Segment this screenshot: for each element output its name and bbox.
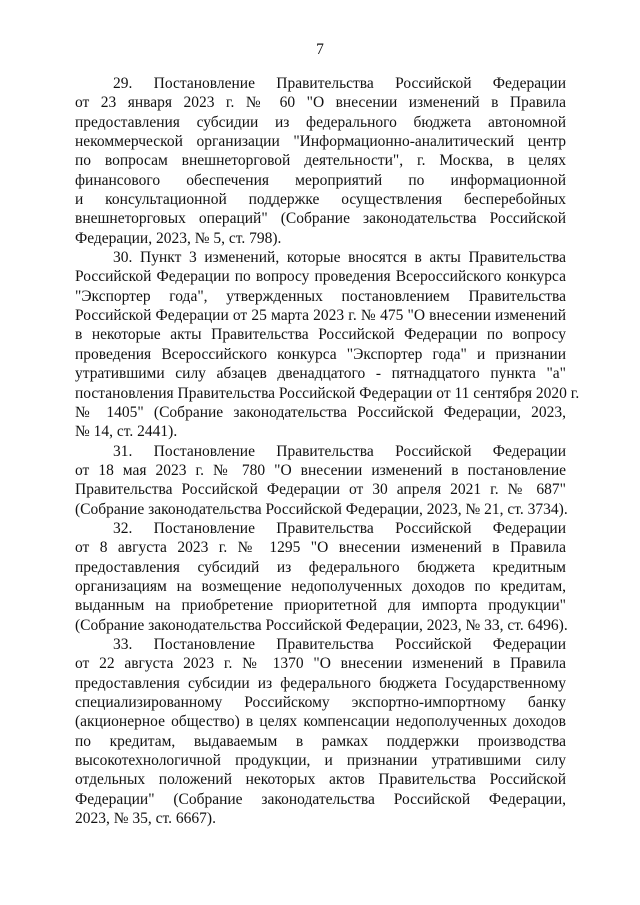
text-line: Федерации" (Собрание законодательства Российской Федерации, [75, 790, 566, 808]
text-line: по вопросам внешнеторговой деятельности", г. Москва, в целях [75, 152, 566, 170]
text-line: (Собрание законодательства Российской Федерации, 2023, № 21, ст. 3734). [75, 500, 568, 518]
page-number: 7 [316, 41, 324, 58]
text-line: от 22 августа 2023 г. № 1370 "О внесении изменений в Правила [75, 655, 566, 673]
list-item-paragraph [75, 74, 566, 248]
text-line: № 1405" (Собрание законодательства Российской Федерации, 2023, [75, 403, 566, 421]
text-line: предоставления субсидий из федерального бюджета кредитным [75, 558, 566, 576]
text-line: (Собрание законодательства Российской Федерации, 2023, № 33, ст. 6496). [75, 616, 568, 634]
text-line: внешнеторговых операций" (Собрание законодательства Российской [75, 210, 566, 228]
text-line: предоставления субсидии из федерального бюджета Государственному [75, 674, 566, 692]
text-line: финансового обеспечения мероприятий по информационной [75, 171, 566, 189]
list-item-paragraph [75, 248, 580, 441]
text-line: выданным на приобретение приоритетной для импорта продукции" [75, 597, 566, 615]
text-line: 32. Постановление Правительства Российской Федерации [113, 519, 566, 537]
text-line: специализированному Российскому экспортно-импортному банку [75, 694, 566, 711]
text-line: "Экспортер года", утвержденных постановлением Правительства [75, 287, 566, 305]
text-line: 29. Постановление Правительства Российской Федерации [113, 75, 566, 92]
text-line: 30. Пункт 3 изменений, которые вносятся в акты Правительства [113, 249, 566, 267]
text-line: от 8 августа 2023 г. № 1295 "О внесении изменений в Правила [75, 539, 566, 557]
text-line: Российской Федерации от 25 марта 2023 г. № 475 "О внесении изменений [75, 307, 566, 325]
text-line: отдельных положений некоторых актов Правительства Российской [75, 771, 566, 789]
list-item-paragraph [75, 519, 566, 635]
list-item-paragraph [75, 442, 566, 519]
text-line: высокотехнологичной продукции, и признании утратившими силу [75, 752, 566, 770]
text-line: от 23 января 2023 г. № 60 "О внесении изменений в Правила [75, 94, 566, 112]
text-line: 33. Постановление Правительства Российской Федерации [113, 635, 566, 653]
document-body [75, 74, 580, 828]
text-line: утратившими силу абзацев двенадцатого - пятнадцатого пункта "а" [75, 365, 566, 383]
text-line: и консультационной поддержке осуществления бесперебойных [75, 191, 566, 209]
text-line: 31. Постановление Правительства Российской Федерации [113, 442, 566, 460]
text-line: № 14, ст. 2441). [75, 423, 178, 441]
text-line: по кредитам, выдаваемым в рамках поддержки производства [75, 732, 566, 750]
text-line: организациям на возмещение недополученных доходов по кредитам, [75, 577, 566, 595]
text-line: Правительства Российской Федерации от 30 апреля 2021 г. № 687" [75, 481, 566, 499]
text-line: от 18 мая 2023 г. № 780 "О внесении изменений в постановление [75, 461, 566, 479]
text-line: проведения Всероссийского конкурса "Экспортер года" и признании [75, 345, 566, 363]
text-line: некоммерческой организации "Информационно-аналитический центр [75, 133, 566, 151]
text-line: предоставления субсидии из федерального бюджета автономной [75, 113, 566, 131]
text-line: в некоторые акты Правительства Российской Федерации по вопросу [75, 326, 566, 344]
text-line: Российской Федерации по вопросу проведения Всероссийского конкурса [75, 268, 566, 286]
text-line: 2023, № 35, ст. 6667). [75, 810, 216, 828]
text-line: постановления Правительства Российской Федерации от 11 сентября 2020 г. [75, 384, 580, 402]
text-line: Федерации, 2023, № 5, ст. 798). [75, 229, 282, 247]
text-line: (акционерное общество) в целях компенсации недополученных доходов [75, 713, 566, 731]
list-item-paragraph [75, 635, 566, 828]
